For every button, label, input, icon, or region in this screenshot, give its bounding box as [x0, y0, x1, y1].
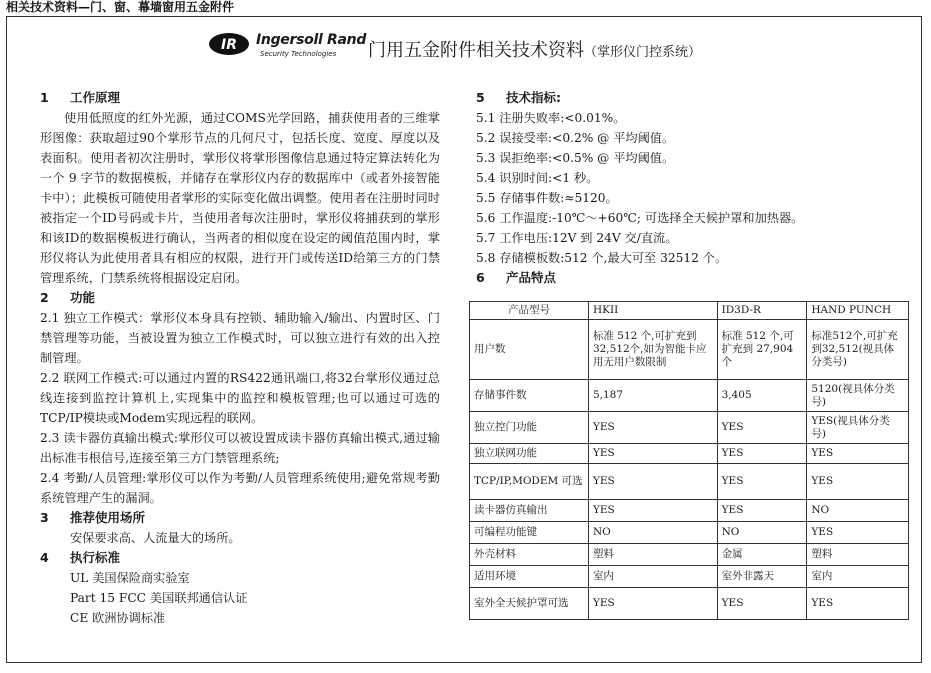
table-cell: YES: [717, 444, 807, 464]
table-row: [470, 380, 909, 412]
spec-item: 5.2 误接受率:<0.2% @ 平均阈值。: [476, 131, 675, 145]
spec-item: 5.1 注册失败率:<0.01%。: [476, 111, 626, 125]
table-header-cell: ID3D-R: [717, 302, 807, 320]
spec-item: 5.6 工作温度:-10℃～+60℃; 可选择全天候护罩和加热器。: [476, 211, 804, 225]
spec-item: 5.4 识别时间:<1 秒。: [476, 171, 599, 185]
table-cell: YES: [807, 464, 909, 500]
section-2-heading: 2 功能: [40, 290, 96, 305]
table-cell: 室内: [807, 566, 909, 588]
table-row: [470, 412, 909, 444]
table-cell: 独立控门功能: [470, 412, 589, 444]
table-cell: 金属: [717, 544, 807, 566]
product-feature-table: [469, 301, 909, 620]
table-cell: 3,405: [717, 380, 807, 412]
table-header-row: [470, 302, 909, 320]
title-row: [200, 22, 920, 66]
table-row: [470, 588, 909, 620]
table-cell: 标准 512 个,可扩充到 27,904个: [717, 320, 807, 380]
table-cell: 塑料: [807, 544, 909, 566]
page-category-header: 相关技术资料—门、窗、幕墙窗用五金附件: [6, 0, 235, 14]
table-row: [470, 320, 909, 380]
table-cell: YES: [588, 464, 717, 500]
table-cell: 标准512个,可扩充到32,512(视具体分类号): [807, 320, 909, 380]
table-cell: NO: [588, 522, 717, 544]
table-cell: NO: [717, 522, 807, 544]
section-1-heading: 1 工作原理: [40, 90, 121, 105]
table-header-cell: HKII: [588, 302, 717, 320]
spec-item: 5.7 工作电压:12V 到 24V 交/直流。: [476, 231, 678, 245]
table-header-cell: HAND PUNCH: [807, 302, 909, 320]
table-cell: YES(视具体分类号): [807, 412, 909, 444]
section-2-item: 2.1 独立工作模式：掌形仪本身具有控锁、辅助输入/输出、内置时区、门禁管理等功能，当被设置为独立工作模式时，可以独立进行有效的出入控制管理。: [40, 311, 440, 365]
table-cell: NO: [807, 500, 909, 522]
table-cell: 标准 512 个,可扩充到32,512个,如为智能卡应用无用户数限制: [588, 320, 717, 380]
table-cell: TCP/IP,MODEM 可选: [470, 464, 589, 500]
document-title: [368, 36, 701, 62]
table-cell: 室外全天候护罩可选: [470, 588, 589, 620]
section-4-heading: 4 执行标准: [40, 550, 121, 565]
spec-item: 5.3 误拒绝率:<0.5% @ 平均阈值。: [476, 151, 675, 165]
table-header-cell: 产品型号: [470, 302, 589, 320]
table-cell: 室外非露天: [717, 566, 807, 588]
table-row: [470, 544, 909, 566]
table-cell: YES: [717, 500, 807, 522]
document-title-sub: （掌形仪门控系统）: [584, 45, 702, 60]
table-cell: 塑料: [588, 544, 717, 566]
table-cell: 读卡器仿真输出: [470, 500, 589, 522]
table-cell: 独立联网功能: [470, 444, 589, 464]
section-5-heading: 5 技术指标:: [476, 90, 562, 105]
document-title-main: 门用五金附件相关技术资料: [368, 40, 584, 61]
section-2-item: 2.3 读卡器仿真输出模式:掌形仪可以被设置成读卡器仿真输出模式,通过输出标准韦根信号,连接至第三方门禁管理系统;: [40, 431, 440, 465]
table-cell: YES: [588, 444, 717, 464]
table-row: [470, 566, 909, 588]
standard-item: CE 欧洲协调标准: [70, 611, 166, 625]
standard-item: UL 美国保险商实验室: [70, 571, 190, 585]
left-column: [40, 88, 440, 628]
table-row: [470, 444, 909, 464]
section-1-text: 使用低照度的红外光源，通过COMS光学回路，捕获使用者的三维掌形图像：获取超过90个掌形节点的几何尺寸，包括长度、宽度、厚度以及表面积。使用者初次注册时，掌形仪将掌形图像信息通过特定算法转化为一个 9 字节的数据模板，并储存在掌形仪内存的数据库中（或者外接智能卡中）；此模板可随使用者掌形的实际变化做出调整。使用者在注册时同时被指定一个ID号码或卡片，当使用者每次注册时，掌形仪将捕获到的掌形和该ID的数据模板进行确认，当两者的相似度在设定的阈值范围内时，掌形仪将认为此使用者具有相应的权限，进行开门或传送ID给第三方的门禁管理系统，门禁系统将根据设定启闭。: [40, 111, 440, 285]
table-cell: 外壳材料: [470, 544, 589, 566]
right-column: [476, 88, 916, 288]
brand-name: Ingersoll Rand: [256, 32, 367, 48]
table-row: [470, 500, 909, 522]
table-cell: YES: [588, 588, 717, 620]
table-cell: 室内: [588, 566, 717, 588]
table-cell: 适用环境: [470, 566, 589, 588]
table-cell: YES: [588, 412, 717, 444]
table-row: [470, 522, 909, 544]
table-cell: 用户数: [470, 320, 589, 380]
spec-item: 5.8 存储模板数:512 个,最大可至 32512 个。: [476, 251, 728, 265]
table-cell: YES: [717, 588, 807, 620]
section-3-heading: 3 推荐使用场所: [40, 510, 146, 525]
table-cell: YES: [717, 412, 807, 444]
table-cell: 可编程功能键: [470, 522, 589, 544]
section-6-heading: 6 产品特点: [476, 270, 557, 285]
table-row: [470, 464, 909, 500]
table-cell: YES: [807, 588, 909, 620]
ingersoll-rand-logo-icon: [208, 32, 250, 56]
section-2-item: 2.2 联网工作模式:可以通过内置的RS422通讯端口,将32台掌形仪通过总线连接到监控计算机上,实现集中的监控和模板管理;也可以通过可选的TCP/IP模块或Modem实现远程的联网。: [40, 371, 440, 425]
section-2-item: 2.4 考勤/人员管理:掌形仪可以作为考勤/人员管理系统使用;避免常规考勤系统管理产生的漏洞。: [40, 471, 440, 505]
section-3-text: 安保要求高、人流量大的场所。: [70, 531, 241, 545]
table-cell: YES: [717, 464, 807, 500]
table-cell: 5,187: [588, 380, 717, 412]
table-cell: YES: [588, 500, 717, 522]
table-cell: 存储事件数: [470, 380, 589, 412]
brand-subtitle: Security Technologies: [260, 50, 337, 58]
table-cell: 5120(视具体分类号): [807, 380, 909, 412]
spec-item: 5.5 存储事件数:≈5120。: [476, 191, 618, 205]
table-cell: YES: [807, 522, 909, 544]
svg-text:IR: IR: [221, 37, 237, 53]
table-cell: YES: [807, 444, 909, 464]
standard-item: Part 15 FCC 美国联邦通信认证: [70, 591, 248, 605]
